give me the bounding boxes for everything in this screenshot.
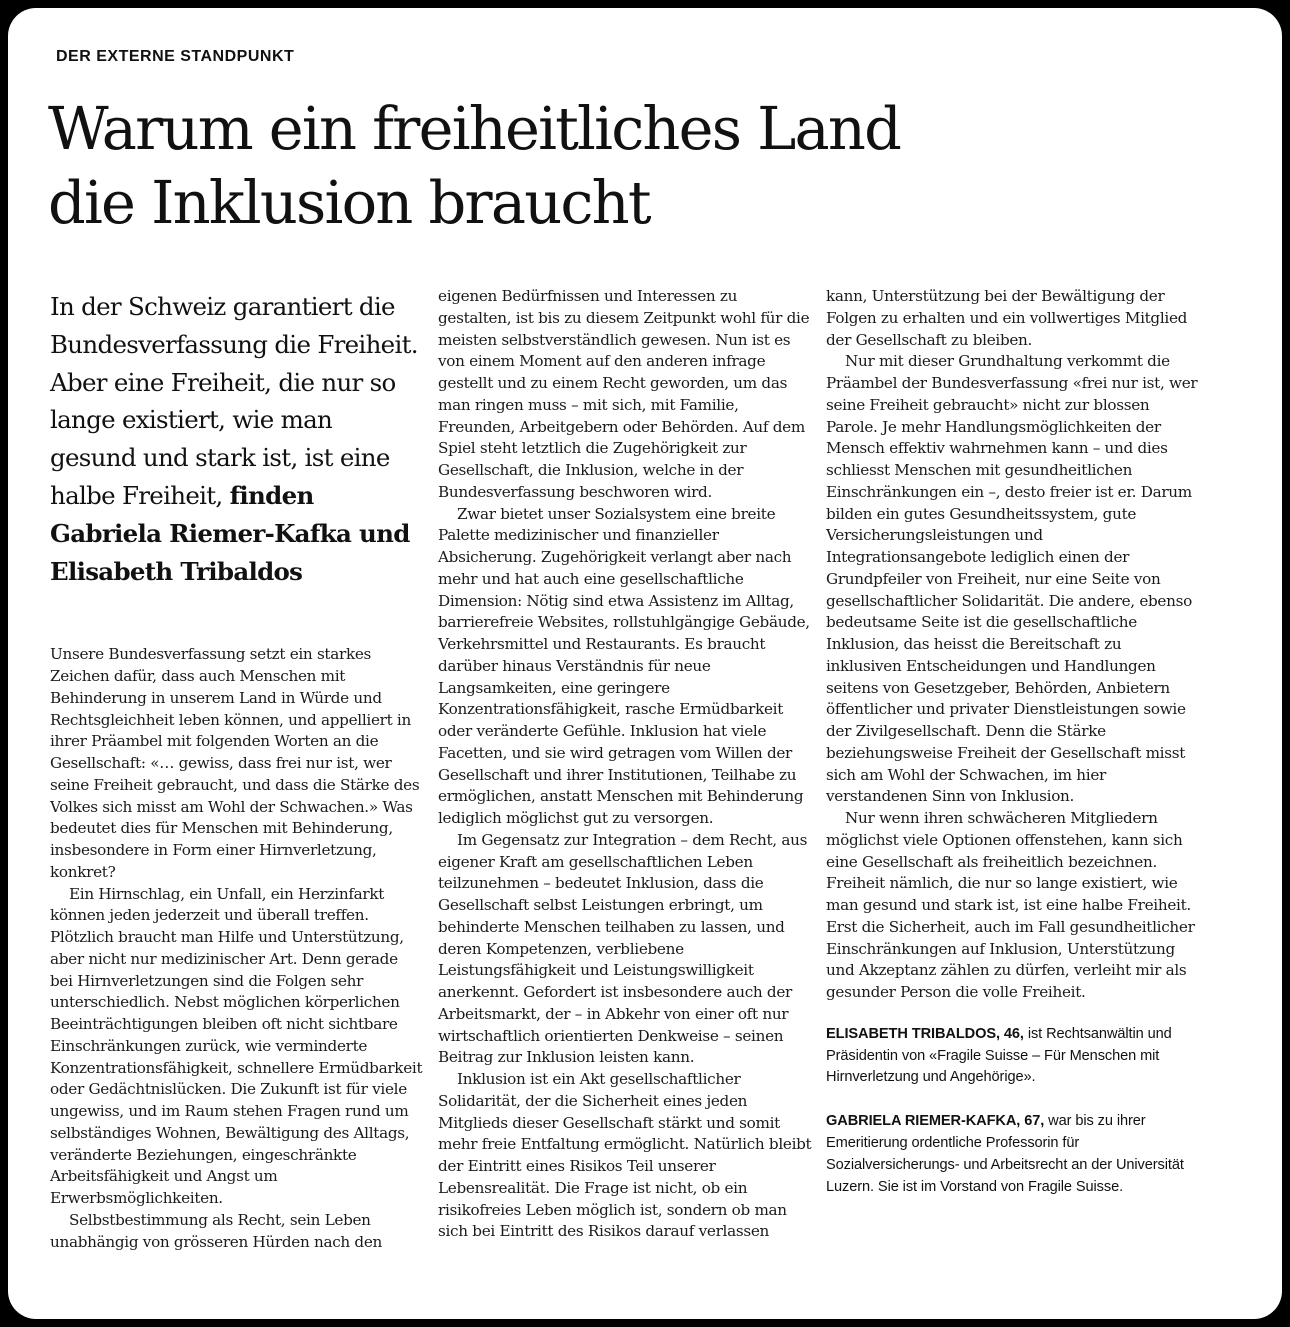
bio-text: war bis zu ihrer Emeritierung ordentliche Professorin für Sozialversicherungs- und Arbeitsrecht an der Universität Luzern. Sie ist im Vorstand von Fragile Suisse. (826, 1113, 1184, 1195)
column-3 (826, 286, 1198, 1198)
body-paragraph-1: Unsere Bundesverfassung setzt ein starkes Zeichen dafür, dass auch Menschen mit Behinderung in unserem Land in Würde und Rechtsgleichheit leben können, und appelliert in ihrer Präambel mit folgenden Worten an die Gesellschaft: «… gewiss, dass frei nur ist, wer seine Freiheit gebraucht, und dass die Stärke des Volkes sich misst am Wohl der Schwachen.» Was bedeutet dies für Menschen mit Behinderung, insbesondere in Form einer Hirnverletzung, konkret? (50, 645, 420, 881)
body-paragraph-5: Im Gegensatz zur Integration – dem Recht, aus eigener Kraft am gesellschaftlichen Leben teilzunehmen – bedeutet Inklusion, dass die Gesellschaft selbst Leistungen erbringt, um behinderte Menschen teilhaben zu lassen, und deren Kompetenzen, verbliebene Leistungsfähigkeit und Leistungswilligkeit anerkennt. Gefordert ist insbesondere auch der Arbeitsmarkt, der – in Abkehr von einer oft nur wirtschaftlich orientierten Denkweise – seinen Beitrag zur Inklusion leisten kann. (438, 830, 808, 1067)
bio-name: GABRIELA RIEMER-KAFKA, 67, (826, 1113, 1045, 1130)
headline-line-1: Warum ein freiheitliches Land (48, 94, 901, 163)
body-paragraph-3-cont: eigenen Bedürfnissen und Interessen zu gestalten, ist bis zu diesem Zeitpunkt wohl für die meisten selbstverständlich gewesen. Nun ist es von einem Moment auf den anderen infrage gestellt und zu einem Recht geworden, um das man ringen muss – mit sich, mit Familie, Freunden, Arbeitgebern oder Behörden. Auf dem Spiel steht letztlich die Zugehörigkeit zur Gesellschaft, die Inklusion, welche in der Bundesverfassung beschworen wird. (438, 287, 810, 501)
lead-paragraph (50, 286, 424, 590)
column-2 (438, 286, 812, 1243)
headline-line-2: die Inklusion braucht (48, 168, 650, 237)
body-paragraph-6-start: Inklusion ist ein Akt gesellschaftlicher Solidarität, der die Sicherheit eines jeden Mitglieds dieser Gesellschaft stärkt und somit mehr freie Entfaltung ermöglicht. Natürlich bleibt der Eintritt eines Risikos Teil unserer Lebensrealität. Die Frage ist nicht, ob ein risikofreies Leben möglich ist, sondern ob man sich bei Eintritt des Risikos darauf verlassen (438, 1070, 812, 1241)
lead-text: In der Schweiz garantiert die Bundesverfassung die Freiheit. Aber eine Freiheit, die nur so lange existiert, wie man gesund und stark ist, ist eine halbe Freiheit, (50, 292, 418, 510)
body-paragraph-4: Zwar bietet unser Sozialsystem eine breite Palette medizinischer und finanzieller Absicherung. Zugehörigkeit verlangt aber nach mehr und hat auch eine gesellschaftliche Dimension: Nötig sind etwa Assistenz im Alltag, barrierefreie Websites, rollstuhlgängige Gebäude, Verkehrsmittel und Restaurants. Es braucht darüber hinaus Verständnis für neue Langsamkeiten, eine geringere Konzentrationsfähigkeit, rasche Ermüdbarkeit oder veränderte Gefühle. Inklusion hat viele Facetten, und sie wird getragen vom Willen der Gesellschaft und ihrer Institutionen, Teilhabe zu ermöglichen, anstatt Menschen mit Behinderung lediglich möglichst gut zu versorgen. (438, 504, 810, 827)
body-paragraph-3-start: Selbstbestimmung als Recht, sein Leben unabhängig von grösseren Hürden nach den (50, 1210, 383, 1251)
column-1 (50, 286, 424, 1253)
article-page (8, 8, 1282, 1319)
author-bio-tribaldos (826, 1024, 1198, 1089)
headline (48, 92, 1198, 240)
body-paragraph-6-cont: kann, Unterstützung bei der Bewältigung der Folgen zu erhalten und ein vollwertiges Mitglied der Gesellschaft zu bleiben. (826, 287, 1188, 349)
body-paragraph-7: Nur mit dieser Grundhaltung verkommt die Präambel der Bundesverfassung «frei nur ist, wer seine Freiheit gebraucht» nicht zur blossen Parole. Je mehr Handlungsmöglichkeiten der Mensch effektiv wahrnehmen kann – und dies schliesst Menschen mit gesundheitlichen Einschränkungen ein –, desto freier ist er. Darum bilden ein gutes Gesundheitssystem, gute Versicherungsleistungen und Integrationsangebote lediglich einen der Grundpfeiler von Freiheit, nur eine Seite von gesellschaftlicher Solidarität. Die andere, ebenso bedeutsame Seite ist die gesellschaftliche Inklusion, das heisst die Bereitschaft zu inklusiven Entscheidungen und Handlungen seitens von Gesetzgeber, Behörden, Anbietern öffentlicher und privater Dienstleistungen sowie der Zivilgesellschaft. Denn die Stärke beziehungsweise Freiheit der Gesellschaft misst sich am Wohl der Schwachen, im hier verstandenen Sinn von Inklusion. (826, 352, 1198, 806)
bio-name: ELISABETH TRIBALDOS, 46, (826, 1025, 1024, 1042)
bio-text: ist Rechtsanwältin und Präsidentin von «Fragile Suisse – Für Menschen mit Hirnverletzung und Angehörige». (826, 1025, 1172, 1086)
body-paragraph-8: Nur wenn ihren schwächeren Mitgliedern möglichst viele Optionen offenstehen, kann sich eine Gesellschaft als freiheitlich bezeichnen. Freiheit nämlich, die nur so lange existiert, wie man gesund und stark ist, ist eine halbe Freiheit. Erst die Sicherheit, auch im Fall gesundheitlicher Einschränkungen auf Inklusion, Unterstützung und Akzeptanz zählen zu dürfen, verleiht mir als gesunder Person die volle Freiheit. (826, 809, 1195, 1001)
author-bio-riemer-kafka (826, 1111, 1198, 1198)
lead-authors: finden Gabriela Riemer-Kafka und Elisabeth Tribaldos (50, 480, 410, 586)
kicker: DER EXTERNE STANDPUNKT (56, 48, 295, 65)
body-paragraph-2: Ein Hirnschlag, ein Unfall, ein Herzinfarkt können jeden jederzeit und überall treffen. Plötzlich braucht man Hilfe und Unterstützung, aber nicht nur medizinischer Art. Denn gerade bei Hirnverletzungen sind die Folgen sehr unterschiedlich. Nebst möglichen körperlichen Beeinträchtigungen bleiben oft nicht sichtbare Einschränkungen zurück, wie verminderte Konzentrationsfähigkeit, schnellere Ermüdbarkeit oder Gedächtnislücken. Die Zukunft ist für viele ungewiss, und im Raum stehen Fragen rund um selbständiges Wohnen, Bewältigung des Alltags, veränderte Beziehungen, eingeschränkte Arbeitsfähigkeit und Angst um Erwerbsmöglichkeiten. (50, 884, 423, 1208)
